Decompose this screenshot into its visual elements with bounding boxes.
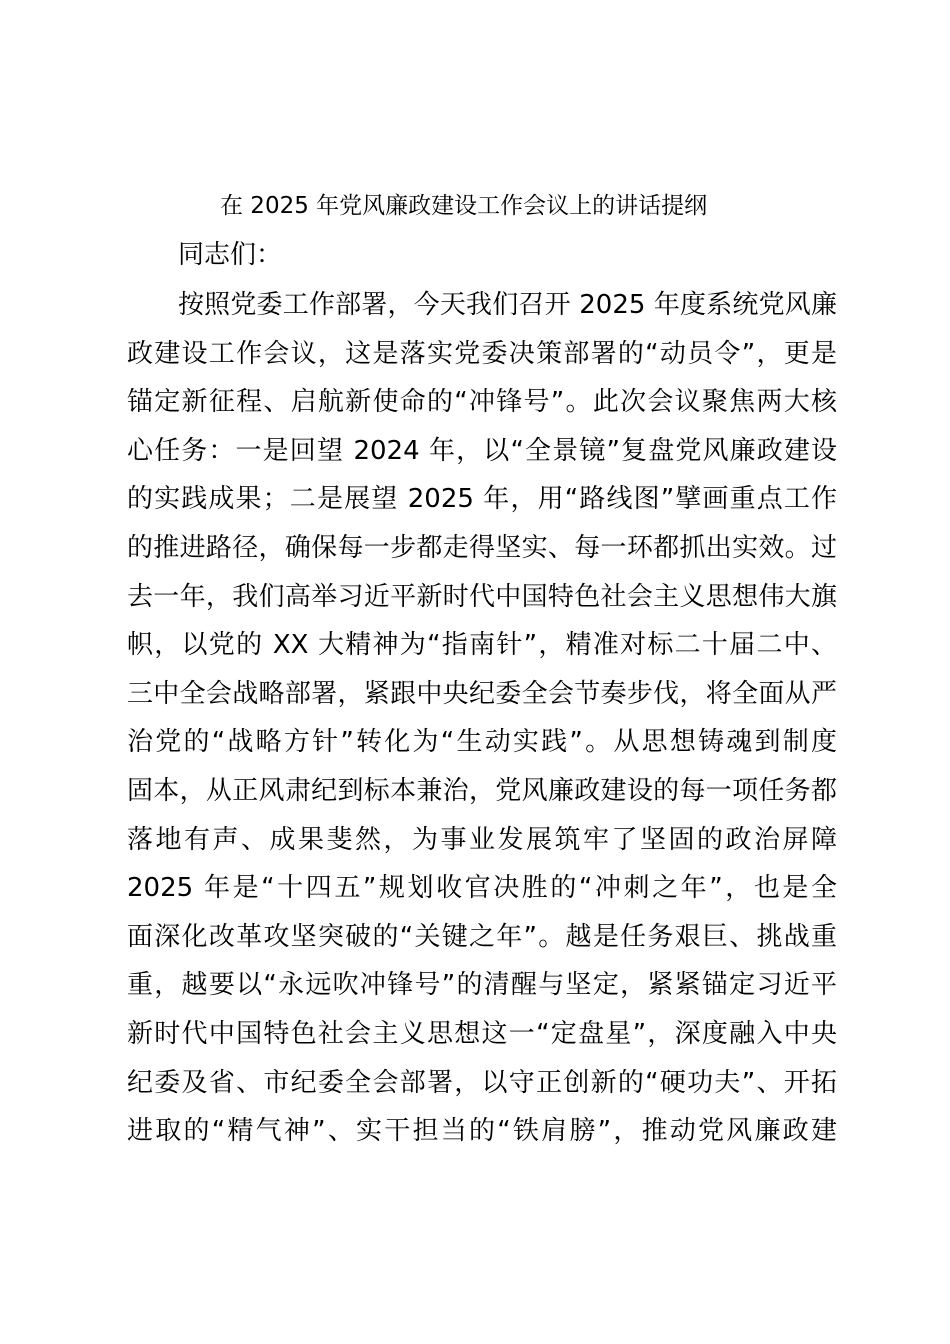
- body-text: [127, 285, 837, 1160]
- body-line: 2025 年是“十四五”规划收官决胜的“冲刺之年”，也是全: [127, 873, 837, 904]
- body-line: 按照党委工作部署，今天我们召开 2025 年度系统党风廉: [178, 290, 837, 320]
- body-line: 的实践成果；二是展望 2025 年，用“路线图”擘画重点工作: [127, 484, 837, 515]
- body-line: 心任务：一是回望 2024 年，以“全景镜”复盘党风廉政建设: [127, 435, 837, 466]
- body-line: 帜，以党的 XX 大精神为“指南针”，精准对标二十届二中、: [127, 630, 837, 661]
- body-line: 去一年，我们高举习近平新时代中国特色社会主义思想伟大旗: [127, 581, 837, 612]
- body-line: 的推进路径，确保每一步都走得坚实、每一环都抓出实效。过: [127, 532, 837, 563]
- body-line: 治党的“战略方针”转化为“生动实践”。从思想铸魂到制度: [127, 727, 837, 758]
- body-line: 固本，从正风肃纪到标本兼治，党风廉政建设的每一项任务都: [127, 775, 837, 806]
- body-line: 重，越要以“永远吹冲锋号”的清醒与坚定，紧紧锚定习近平: [127, 970, 837, 1001]
- body-line: 新时代中国特色社会主义思想这一“定盘星”，深度融入中央: [127, 1018, 837, 1049]
- body-line: 落地有声、成果斐然，为事业发展筑牢了坚固的政治屏障: [127, 824, 837, 855]
- body-line: 面深化改革攻坚突破的“关键之年”。越是任务艰巨、挑战重: [127, 921, 837, 952]
- body-line: 锚定新征程、启航新使命的“冲锋号”。此次会议聚焦两大核: [127, 387, 837, 418]
- document-title: 在 2025 年党风廉政建设工作会议上的讲话提纲: [220, 193, 708, 219]
- body-line: 政建设工作会议，这是落实党委决策部署的“动员令”，更是: [127, 338, 837, 369]
- salutation: 同志们：: [178, 240, 283, 270]
- body-line: 进取的“精气神”、实干担当的“铁肩膀”，推动党风廉政建: [127, 1116, 837, 1147]
- body-line: 三中全会战略部署，紧跟中央纪委全会节奏步伐，将全面从严: [127, 678, 837, 709]
- body-line: 纪委及省、市纪委全会部署，以守正创新的“硬功夫”、开拓: [127, 1067, 837, 1098]
